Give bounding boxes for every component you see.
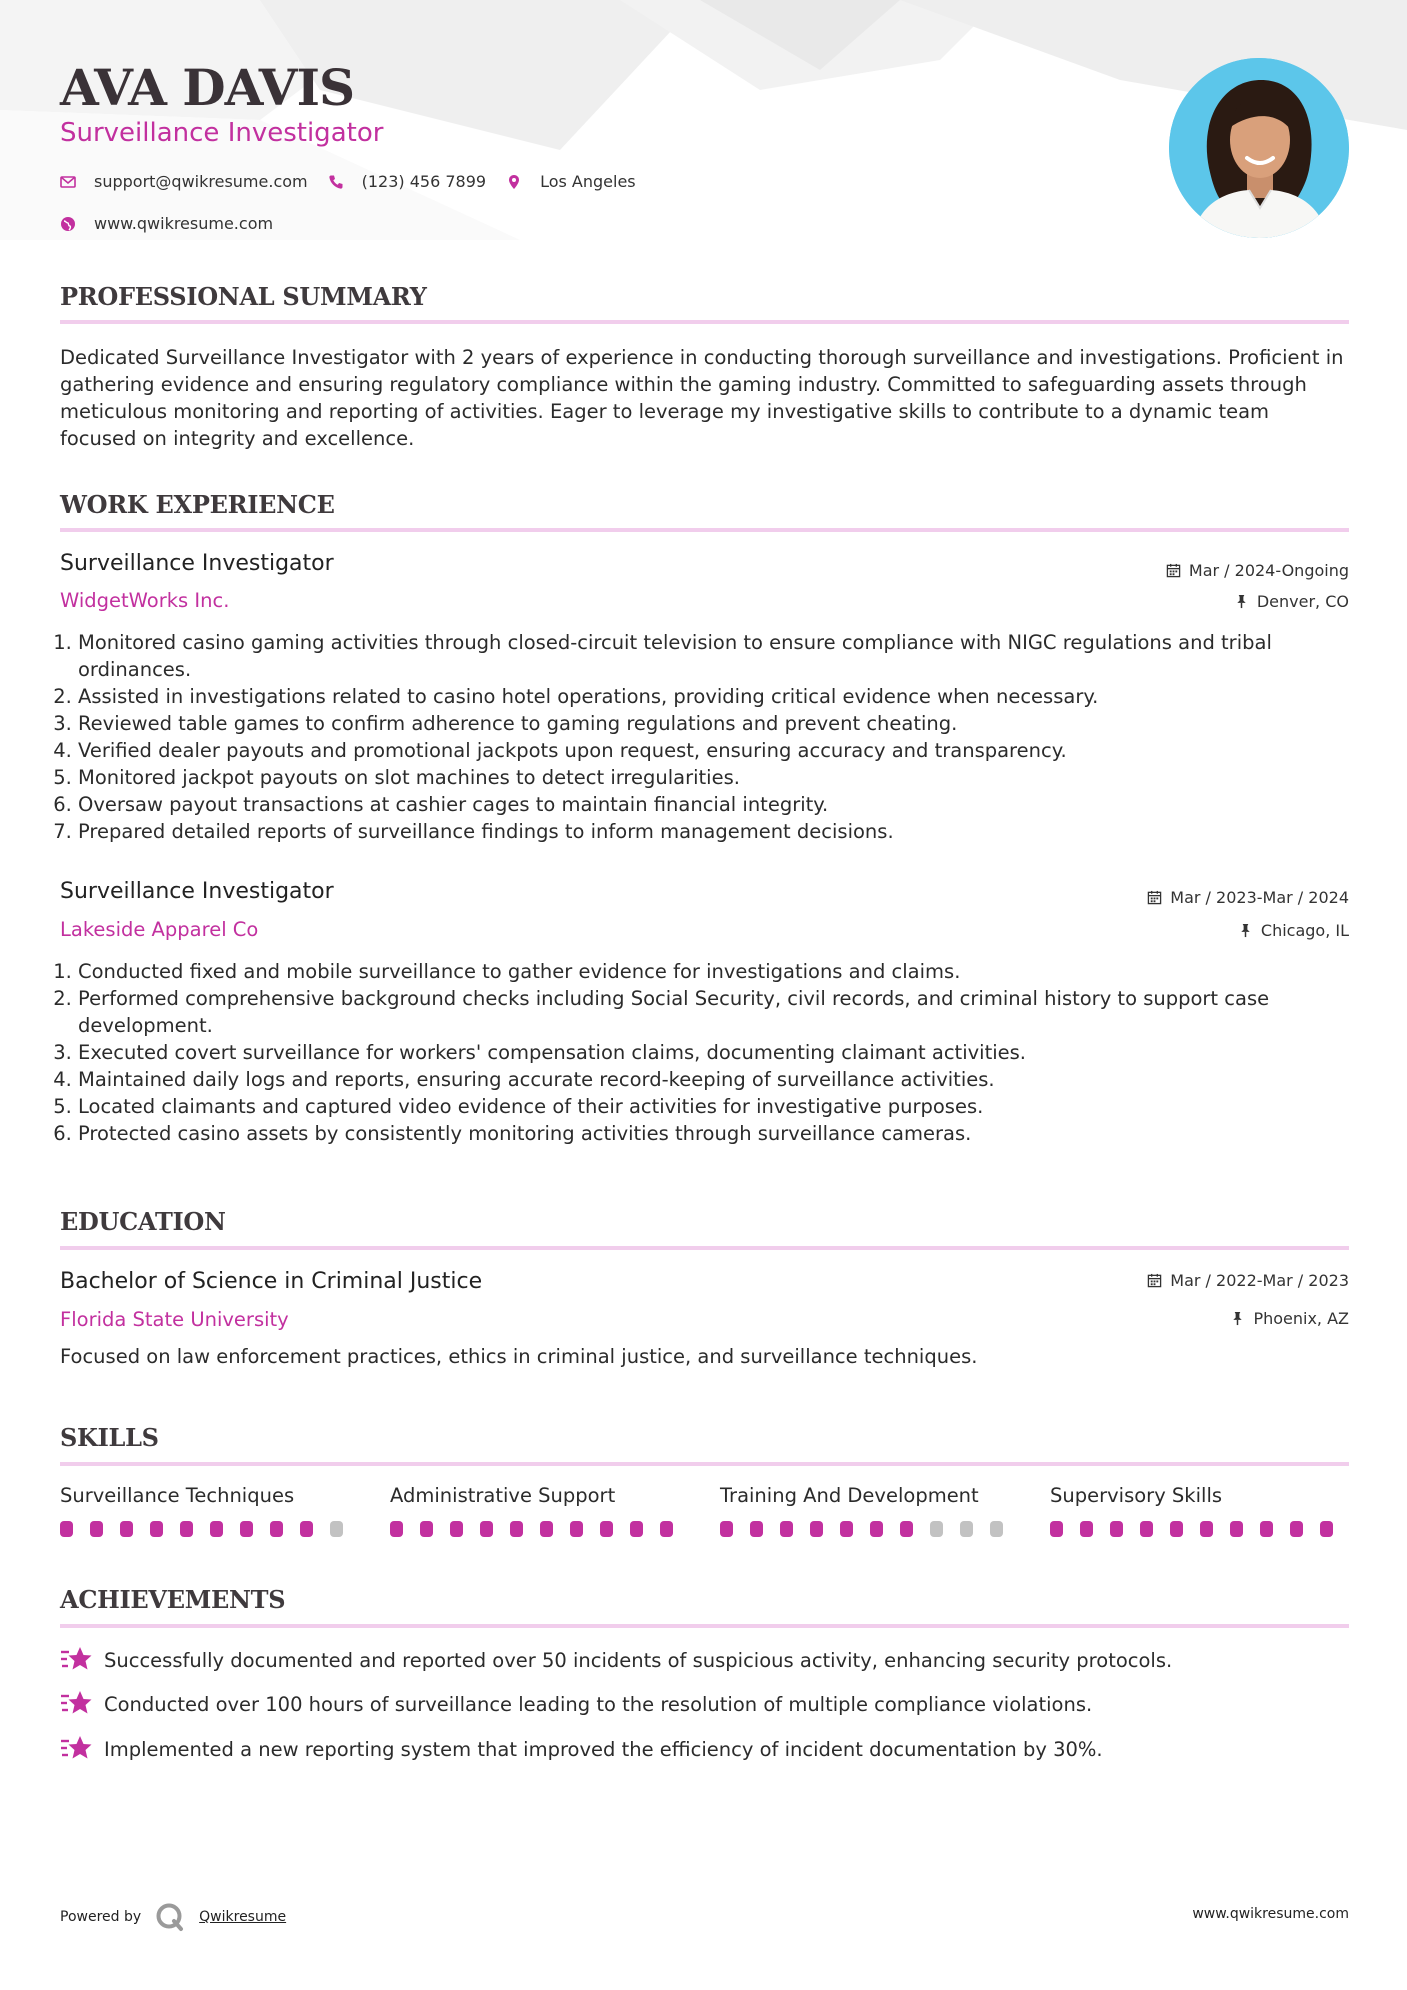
- job-title: Surveillance Investigator: [60, 551, 334, 576]
- skill-name: Administrative Support: [390, 1484, 616, 1507]
- rating-dot-filled: [120, 1521, 133, 1537]
- candidate-name: AVA DAVIS: [60, 58, 355, 117]
- rating-dot-filled: [840, 1521, 853, 1537]
- rating-dot-filled: [300, 1521, 313, 1537]
- rating-dot-filled: [1260, 1521, 1273, 1537]
- rating-dot-filled: [480, 1521, 493, 1537]
- contact-website[interactable]: [60, 214, 273, 233]
- list-item: 4. Maintained daily logs and reports, ensuring accurate record-keeping of surveillance activities.: [78, 1066, 1367, 1093]
- section-divider: [60, 1624, 1349, 1628]
- experience-heading: WORK EXPERIENCE: [60, 490, 335, 519]
- contact-row: [60, 172, 656, 191]
- summary-heading: PROFESSIONAL SUMMARY: [60, 282, 427, 311]
- company-name: WidgetWorks Inc.: [60, 589, 230, 612]
- calendar-icon: [1147, 1273, 1162, 1288]
- contact-location: [506, 172, 636, 191]
- rating-dot-filled: [270, 1521, 283, 1537]
- achievement-item: [60, 1735, 1103, 1763]
- section-divider: [60, 1462, 1349, 1466]
- list-item: 4. Verified dealer payouts and promotional jackpots upon request, ensuring accuracy and transparency.: [78, 737, 1367, 764]
- rating-dot-filled: [1170, 1521, 1183, 1537]
- list-item: 5. Located claimants and captured video evidence of their activities for investigative purposes.: [78, 1093, 1367, 1120]
- contact-phone[interactable]: [328, 172, 486, 191]
- list-item: 3. Executed covert surveillance for workers' compensation claims, documenting claimant activities.: [78, 1039, 1367, 1066]
- pushpin-icon: [1230, 1311, 1245, 1326]
- skill-name: Supervisory Skills: [1050, 1484, 1223, 1507]
- skill-rating: [720, 1521, 1020, 1537]
- candidate-title: Surveillance Investigator: [60, 118, 384, 148]
- rating-dot-filled: [810, 1521, 823, 1537]
- map-pin-icon: [506, 174, 522, 190]
- education-location-text: Phoenix, AZ: [1253, 1309, 1349, 1328]
- job-dates-text: Mar / 2023-Mar / 2024: [1170, 888, 1349, 907]
- rating-dot-filled: [240, 1521, 253, 1537]
- rating-dot-filled: [570, 1521, 583, 1537]
- rating-dot-filled: [1140, 1521, 1153, 1537]
- rating-dot-filled: [150, 1521, 163, 1537]
- rating-dot-filled: [870, 1521, 883, 1537]
- summary-text: Dedicated Surveillance Investigator with 2 years of experience in conducting thorough surveillance and investigations. Proficient in gathering evidence and ensuring regulatory compliance within the gaming industry. Committed to safeguarding assets through meticulous monitoring and reporting of activities. Eager to leverage my investigative skills to contribute to a dynamic team focused on integrity and excellence.: [60, 346, 1344, 450]
- calendar-icon: [1147, 890, 1162, 905]
- list-item: 2. Performed comprehensive background checks including Social Security, civil records, and criminal history to support case development.: [78, 985, 1367, 1039]
- list-item: 6. Oversaw payout transactions at cashier cages to maintain financial integrity.: [78, 791, 1367, 818]
- rating-dot-filled: [390, 1521, 403, 1537]
- qwikresume-logo-icon: [155, 1902, 185, 1932]
- list-item: 1. Monitored casino gaming activities through closed-circuit television to ensure compliance with NIGC regulations and tribal ordinances.: [78, 629, 1367, 683]
- rating-dot-filled: [180, 1521, 193, 1537]
- education-dates: [1147, 1271, 1349, 1290]
- section-divider: [60, 1246, 1349, 1250]
- profile-photo: [1169, 58, 1349, 238]
- job-location-text: Denver, CO: [1256, 592, 1349, 611]
- job-duties-list: [60, 958, 1367, 1147]
- star-badge-icon: [60, 1735, 92, 1763]
- rating-dot-filled: [1200, 1521, 1213, 1537]
- skill-rating: [1050, 1521, 1350, 1537]
- education-dates-text: Mar / 2022-Mar / 2023: [1170, 1271, 1349, 1290]
- achievement-text: Successfully documented and reported over 50 incidents of suspicious activity, enhancing security protocols.: [104, 1648, 1173, 1672]
- contact-row-2: [60, 214, 293, 233]
- education-description: Focused on law enforcement practices, ethics in criminal justice, and surveillance techniques.: [60, 1345, 978, 1368]
- job-dates: [1147, 888, 1349, 907]
- job-location-text: Chicago, IL: [1260, 921, 1349, 940]
- list-item: 7. Prepared detailed reports of surveillance findings to inform management decisions.: [78, 818, 1367, 845]
- skill-rating: [60, 1521, 360, 1537]
- list-item: 3. Reviewed table games to confirm adherence to gaming regulations and prevent cheating.: [78, 710, 1367, 737]
- rating-dot-filled: [900, 1521, 913, 1537]
- skill-name: Surveillance Techniques: [60, 1484, 295, 1507]
- skill-item: [1050, 1484, 1350, 1537]
- rating-dot-empty: [930, 1521, 943, 1537]
- globe-icon: [60, 216, 76, 232]
- rating-dot-filled: [630, 1521, 643, 1537]
- rating-dot-filled: [420, 1521, 433, 1537]
- achievement-text: Implemented a new reporting system that improved the efficiency of incident documentation by 30%.: [104, 1737, 1103, 1761]
- achievement-text: Conducted over 100 hours of surveillance leading to the resolution of multiple compliance violations.: [104, 1692, 1093, 1716]
- star-badge-icon: [60, 1690, 92, 1718]
- rating-dot-filled: [1320, 1521, 1333, 1537]
- list-item: 1. Conducted fixed and mobile surveillance to gather evidence for investigations and claims.: [78, 958, 1367, 985]
- powered-by-label: Powered by: [60, 1909, 142, 1925]
- achievement-item: [60, 1646, 1172, 1674]
- rating-dot-filled: [750, 1521, 763, 1537]
- rating-dot-filled: [600, 1521, 613, 1537]
- location-text: Los Angeles: [540, 172, 636, 191]
- job-location: [1238, 921, 1349, 940]
- rating-dot-filled: [450, 1521, 463, 1537]
- footer-website[interactable]: www.qwikresume.com: [1192, 1906, 1349, 1922]
- rating-dot-filled: [1290, 1521, 1303, 1537]
- job-duties-list: [60, 629, 1367, 845]
- skill-name: Training And Development: [720, 1484, 979, 1507]
- job-dates-text: Mar / 2024-Ongoing: [1188, 561, 1349, 580]
- email-text: support@qwikresume.com: [94, 172, 308, 191]
- rating-dot-filled: [540, 1521, 553, 1537]
- rating-dot-filled: [660, 1521, 673, 1537]
- skills-heading: SKILLS: [60, 1423, 159, 1452]
- company-name: Lakeside Apparel Co: [60, 918, 259, 941]
- education-location: [1230, 1309, 1349, 1328]
- phone-icon: [328, 174, 344, 190]
- degree-title: Bachelor of Science in Criminal Justice: [60, 1269, 483, 1294]
- rating-dot-filled: [90, 1521, 103, 1537]
- section-divider: [60, 320, 1349, 324]
- job-location: [1234, 592, 1349, 611]
- list-item: 2. Assisted in investigations related to casino hotel operations, providing critical evidence when necessary.: [78, 683, 1367, 710]
- achievement-item: [60, 1690, 1092, 1718]
- phone-text: (123) 456 7899: [361, 172, 487, 191]
- pushpin-icon: [1234, 594, 1249, 609]
- rating-dot-filled: [1080, 1521, 1093, 1537]
- profile-photo-illustration: [1169, 58, 1349, 238]
- rating-dot-filled: [780, 1521, 793, 1537]
- education-heading: EDUCATION: [60, 1207, 226, 1236]
- contact-email[interactable]: [60, 172, 308, 191]
- skill-item: [60, 1484, 360, 1537]
- pushpin-icon: [1238, 923, 1253, 938]
- calendar-icon: [1166, 563, 1181, 578]
- qwikresume-link[interactable]: Qwikresume: [199, 1909, 287, 1925]
- star-badge-icon: [60, 1646, 92, 1674]
- rating-dot-empty: [990, 1521, 1003, 1537]
- achievements-heading: ACHIEVEMENTS: [60, 1585, 286, 1614]
- job-dates: [1166, 561, 1349, 580]
- job-title: Surveillance Investigator: [60, 879, 334, 904]
- footer-powered-by: [60, 1902, 286, 1932]
- skill-rating: [390, 1521, 690, 1537]
- website-text: www.qwikresume.com: [94, 214, 274, 233]
- school-name: Florida State University: [60, 1308, 289, 1331]
- rating-dot-filled: [1230, 1521, 1243, 1537]
- envelope-icon: [60, 174, 76, 190]
- rating-dot-filled: [60, 1521, 73, 1537]
- rating-dot-filled: [720, 1521, 733, 1537]
- rating-dot-filled: [1050, 1521, 1063, 1537]
- rating-dot-empty: [960, 1521, 973, 1537]
- skill-item: [390, 1484, 690, 1537]
- rating-dot-filled: [1110, 1521, 1123, 1537]
- list-item: 5. Monitored jackpot payouts on slot machines to detect irregularities.: [78, 764, 1367, 791]
- rating-dot-empty: [330, 1521, 343, 1537]
- rating-dot-filled: [210, 1521, 223, 1537]
- skill-item: [720, 1484, 1020, 1537]
- list-item: 6. Protected casino assets by consistently monitoring activities through surveillance cameras.: [78, 1120, 1367, 1147]
- rating-dot-filled: [510, 1521, 523, 1537]
- section-divider: [60, 528, 1349, 532]
